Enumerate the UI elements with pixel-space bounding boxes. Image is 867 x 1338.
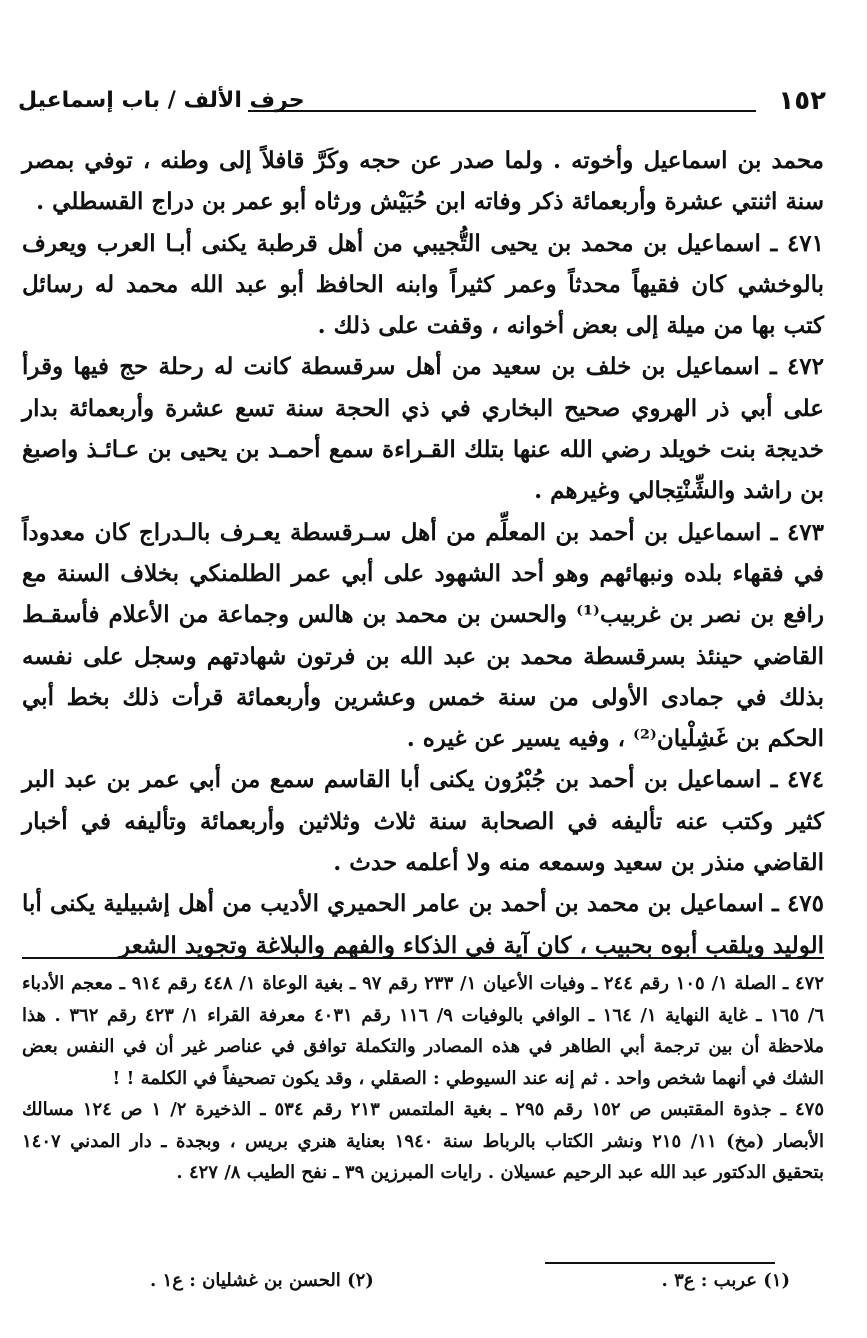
- paragraph: محمد بن اسماعيل وأخوته . ولما صدر عن حجه وكَرَّ قافلاً إلى وطنه ، توفي بمصر سنة اثنتي عشرة وأربعمائة ذكر وفاته ابن حُبَيْش ورثاه أبو عمر بن دراج القسطلي .: [22, 147, 824, 216]
- header-rule: [248, 110, 756, 112]
- entry-472: ٤٧٢ ـ اسماعيل بن خلف بن سعيد من أهل سرقسطة كانت له رحلة حج فيها وقرأ على أبي ذر الهروي صحيح البخاري في ذي الحجة سنة تسع عشرة وأربعمائة بدار خديجة بنت خويلد رضي الله عنها بتلك القـراءة سمع أحمـد بن يحيى بن عـائـذ واصبغ بن راشد والشِّنْتِجالي وغيرهم .: [22, 353, 824, 505]
- footnote-2: (٢) الحسن بن غشليان : ع١ .: [150, 1270, 374, 1291]
- entry-473: ٤٧٣ ـ اسماعيل بن أحمد بن المعلِّم من أهل سـرقسطة يعـرف بالـدراج كان معدوداً في فقهاء بلده ونبهائهم وهو أحد الشهود على أبي عمر الطلمنكي بخلاف السنة مع رافع بن نصر بن غربيب⁽¹⁾ والحسن بن محمد بن هالس وجماعة من الأعلام فأسقـط القاضي حينئذ بسرقسطة محمد بن عبد الله بن فرتون شهادتهم وسجل على نفسه بذلك في جمادى الأولى من سنة خمس وعشرين وأربعمائة قرأت ذلك بخط أبي الحكم بن غَشِلْيان⁽²⁾ ، وفيه يسير عن غيره .: [22, 518, 824, 753]
- footnotes: [150, 1270, 790, 1291]
- source-notes: [22, 968, 824, 1189]
- note-475: ٤٧٥ ـ جذوة المقتبس ص ١٥٢ رقم ٢٩٥ ـ بغية الملتمس ٢١٣ رقم ٥٣٤ ـ الذخيرة ٢/ ١ ص ١٢٤ مسالك الأبصار (مخ) ١١/ ٢١٥ ونشر الكتاب بالرباط سنة ١٩٤٠ بعناية هنري بريس ، وبجدة ـ دار المدني ١٤٠٧ بتحقيق الدكتور عبد الله عبد الرحيم عسيلان . رايات المبرزين ٣٩ ـ نفح الطيب ٨/ ٤٢٧ .: [22, 1099, 825, 1183]
- footnote-divider: [545, 1262, 775, 1264]
- running-title: حرف الألف / باب إسماعيل: [18, 88, 305, 113]
- entry-475: ٤٧٥ ـ اسماعيل بن محمد بن أحمد بن عامر الحميري الأديب من أهل إشبيلية يكنى أبا الوليد ويلقب أبوه بحبيب ، كان آية في الذكاء والفهم والبلاغة وتجويد الشعر: [22, 890, 824, 959]
- page-header: [18, 86, 826, 126]
- body-text: [22, 140, 824, 966]
- entry-471: ٤٧١ ـ اسماعيل بن محمد بن يحيى التُّجيبي من أهل قرطبة يكنى أبـا العرب ويعرف بالوخشي كان فقيهاً محدثاً وعمر كثيراً وابنه الحافظ أبو عبد الله محمد له رسائل كتب بها من ميلة إلى بعض أخوانه ، وقفت على ذلك .: [22, 229, 824, 340]
- notes-divider: [22, 957, 824, 959]
- footnote-1: (١) عربب : ع٣ .: [661, 1270, 790, 1291]
- entry-474: ٤٧٤ ـ اسماعيل بن أحمد بن جُبْرُون يكنى أبا القاسم سمع من أبي عمر بن عبد البر كثير وكتب عنه تأليفه في الصحابة سنة ثلاث وثلاثين وأربعمائة وتأليفه في أخبار القاضي منذر بن سعيد وسمعه منه ولا أعلمه حدث .: [22, 766, 824, 877]
- note-472: ٤٧٢ ـ الصلة ١/ ١٠٥ رقم ٢٤٤ ـ وفيات الأعيان ١/ ٢٣٣ رقم ٩٧ ـ بغية الوعاة ١/ ٤٤٨ رقم ٩١٤ ـ معجم الأدباء ٦/ ١٦٥ ـ غاية النهاية ١/ ١٦٤ ـ الوافي بالوفيات ٩/ ١١٦ رقم ٤٠٣١ معرفة القراء ١/ ٤٢٣ رقم ٣٦٢ . هذا ملاحظة أن بين ترجمة أبي الطاهر في هذه المصادر والتكملة توافق في عناصر غير أن في النفس بعض الشك في أنهما شخص واحد . ثم إنه عند السيوطي : الصقلي ، وقد يكون تصحيفاً في الكلمة ! !: [22, 973, 825, 1089]
- page-number: ١٥٢: [778, 86, 826, 116]
